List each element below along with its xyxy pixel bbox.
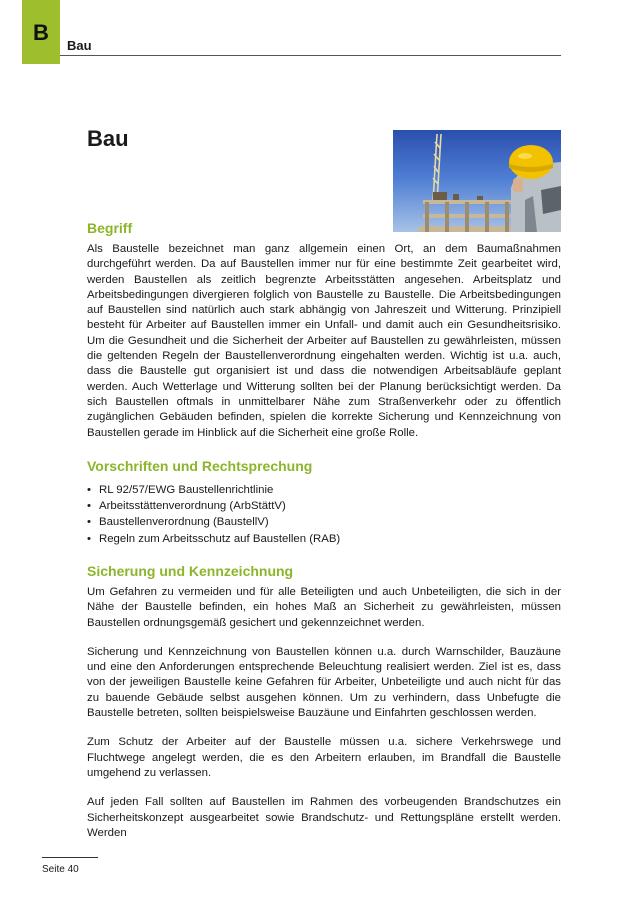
section-letter: B: [33, 20, 49, 45]
running-header: Bau: [67, 38, 92, 53]
section-heading-vorschriften: Vorschriften und Rechtsprechung: [87, 458, 313, 474]
regulations-list: [87, 482, 561, 547]
section-heading-begriff: Begriff: [87, 220, 133, 236]
footer-divider: [42, 857, 98, 858]
sicherung-paragraph: Sicherung und Kennzeichnung von Baustellen können u.a. durch Warnschilder, Bauzäune und eine den Anforderungen entsprechende Beleuchtung realisiert werden. Ziel ist es, dass von der jeweiligen Baustelle keine Gefahren für Arbeiter, Unbeteiligte und auch nicht für das zu bauende Gebäude selbst ausgehen können. Um zu verhindern, dass Unbefugte die Baustelle betreten, sollten beispielsweise Bauzäune und Einfahrten geschlossen werden.: [87, 645, 561, 720]
section-begriff-body: [87, 242, 561, 441]
header-divider: [60, 55, 561, 56]
list-item: • Regeln zum Arbeitsschutz auf Baustellen (RAB): [87, 531, 561, 547]
sicherung-paragraph: Zum Schutz der Arbeiter auf der Baustelle müssen u.a. sichere Verkehrswege und Fluchtwege angelegt werden, die es den Arbeitern erlauben, im Brandfall die Baustelle umgehend zu verlassen.: [87, 736, 561, 779]
list-item: • Baustellenverordnung (BaustellV): [87, 514, 561, 530]
page-title: Bau: [87, 126, 129, 151]
section-sicherung-body: [87, 585, 561, 841]
sicherung-paragraph: Um Gefahren zu vermeiden und für alle Beteiligten und auch Unbeteiligten, die sich in der Nähe der Baustelle befinden, ein hohes Maß an Sicherheit zu gewährleisten, müssen Baustellen ordnungsgemäß gesichert und gekennzeichnet werden.: [87, 586, 561, 629]
sicherung-paragraph: Auf jeden Fall sollten auf Baustellen im Rahmen des vorbeugenden Brandschutzes ein Sicherheitskonzept ausgearbeitet sowie Brandschutz- und Rettungspläne erstellt werden. Werden: [87, 796, 561, 839]
begriff-paragraph: Als Baustelle bezeichnet man ganz allgemein einen Ort, an dem Baumaßnahmen durchgeführt werden. Da auf Baustellen immer nur für eine bestimmte Zeit gearbeitet wird, werden Baustellen als zeitlich begrenzte Arbeitsstätten angesehen. Arbeitsplatz und Arbeitsbedingungen divergieren folglich von Baustelle zu Baustelle. Die Arbeitsbedingungen auf Baustellen sind natürlich auch stark abhängig von Jahreszeit und Witterung. Prinzipiell besteht für Arbeiter auf Baustellen immer ein Unfall- und damit auch ein Gesundheitsrisiko. Um die Gesundheit und die Sicherheit der Arbeiter auf Baustellen zu gewährleisten, müssen die geltenden Regeln der Baustellenverordnung eingehalten werden. Wichtig ist u.a. auch, dass die Baustelle gut organisiert ist und dass die notwendigen Arbeitsabläufe geplant werden. Auch Wetterlage und Witterung sollten bei der Planung berücksichtigt werden. Da sich Baustellen oftmals in unmittelbarer Nähe zum Straßenverkehr oder zu öffentlich zugänglichen Gebäuden befinden, spielen die korrekte Sicherung und Kennzeichnung von Baustellen gerade im Hinblick auf die Sicherheit eine große Rolle.: [87, 243, 561, 439]
list-item: • Arbeitsstättenverordnung (ArbStättV): [87, 498, 561, 514]
construction-illustration: [393, 130, 561, 232]
section-heading-sicherung: Sicherung und Kennzeichnung: [87, 563, 294, 579]
page-number: Seite 40: [42, 864, 79, 875]
construction-site-photo: [393, 130, 561, 232]
section-vorschriften-body: [87, 482, 561, 547]
section-letter-tab: [22, 0, 60, 64]
list-item: • RL 92/57/EWG Baustellenrichtlinie: [87, 482, 561, 498]
